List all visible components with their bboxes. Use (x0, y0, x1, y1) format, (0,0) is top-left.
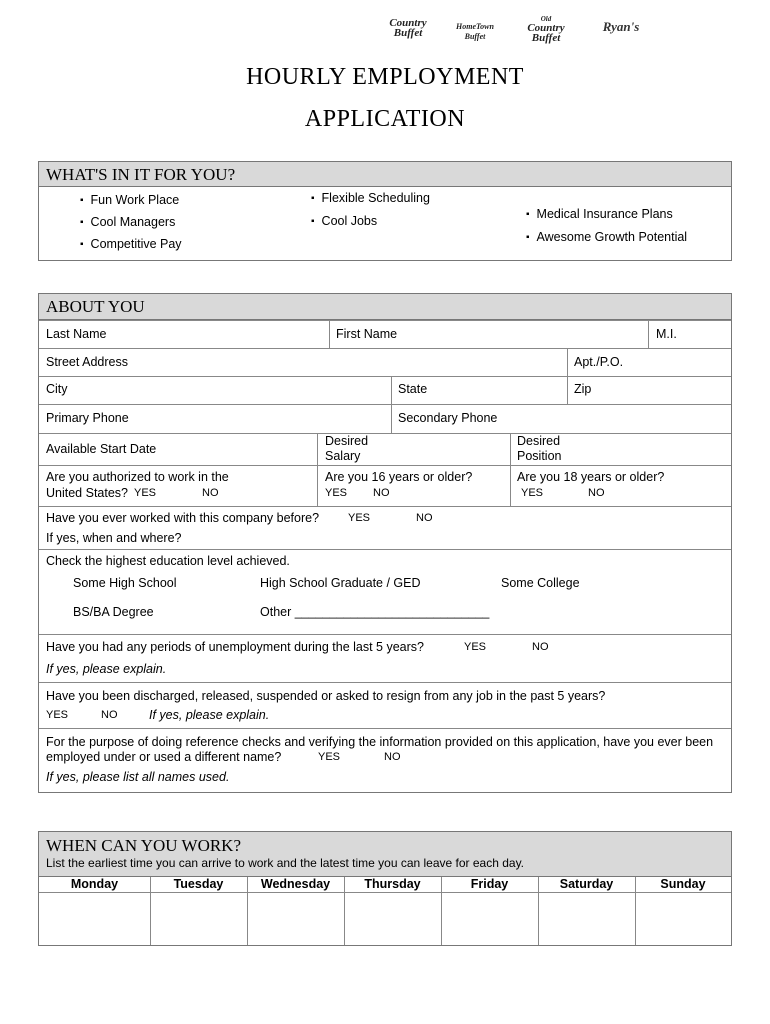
worked-before-yes[interactable]: YES (348, 512, 371, 524)
age18-yes[interactable]: YES (521, 487, 544, 499)
discharged-question: Have you been discharged, released, suspended or asked to resign from any job in the past 5 years? (46, 689, 606, 703)
street-address-label: Street Address (46, 355, 128, 369)
country-buffet-logo-text: Country Buffet (389, 17, 427, 39)
city-label: City (46, 382, 68, 396)
first-name-label: First Name (336, 327, 398, 341)
old-country-buffet-logo (522, 15, 570, 43)
desired-salary-label-2: Salary (325, 449, 361, 463)
primary-phone-label: Primary Phone (46, 411, 129, 425)
desired-position-label-1: Desired (517, 434, 561, 448)
day-tuesday: Tuesday (173, 877, 224, 891)
benefit-medical-insurance: ▪ Medical Insurance Plans (526, 207, 673, 221)
worked-before-question: Have you ever worked with this company before? (46, 511, 320, 525)
old-country-buffet-logo-text: Country Buffet (527, 22, 565, 44)
day-friday: Friday (470, 877, 509, 891)
when-work-section (38, 831, 732, 946)
age18-question: Are you 18 years or older? (517, 470, 665, 484)
page-title-line1: HOURLY EMPLOYMENT (246, 64, 524, 90)
discharged-yes[interactable]: YES (46, 709, 69, 721)
discharged-explain: If yes, please explain. (149, 708, 270, 722)
friday-time-cell[interactable] (441, 893, 538, 945)
ryans-logo (598, 20, 644, 34)
authorized-question-1: Are you authorized to work in the (46, 470, 229, 484)
unemployment-no[interactable]: NO (532, 641, 549, 653)
day-wednesday: Wednesday (260, 877, 331, 891)
age16-question: Are you 16 years or older? (325, 470, 473, 484)
benefit-cool-jobs: ▪ Cool Jobs (311, 214, 377, 228)
day-sunday: Sunday (660, 877, 706, 891)
education-question: Check the highest education level achieved. (46, 554, 290, 568)
when-work-subtext: List the earliest time you can arrive to work and the latest time you can leave for each day. (46, 856, 525, 870)
sunday-time-cell[interactable] (635, 893, 731, 945)
schedule-table (39, 877, 731, 945)
reference-yes[interactable]: YES (318, 751, 341, 763)
about-you-header: ABOUT YOU (39, 294, 731, 320)
benefit-fun-work-place: ▪ Fun Work Place (80, 193, 179, 207)
benefit-cool-managers: ▪ Cool Managers (80, 215, 175, 229)
old-logo-text: Old (540, 15, 552, 23)
last-name-label: Last Name (46, 327, 107, 341)
desired-salary-label-1: Desired (325, 434, 369, 448)
reference-question-1: For the purpose of doing reference checks and verifying the information provided on this application, have you ever been (46, 735, 714, 749)
age16-no[interactable]: NO (373, 487, 390, 499)
country-buffet-logo (385, 18, 431, 38)
unemployment-explain: If yes, please explain. (46, 662, 167, 676)
secondary-phone-label: Secondary Phone (398, 411, 498, 425)
mi-label: M.I. (656, 327, 677, 341)
hometown-buffet-logo-text: HomeTown Buffet (456, 22, 494, 41)
desired-position-label-2: Position (517, 449, 562, 463)
ryans-logo-text: Ryan's (602, 19, 640, 34)
whats-in-it-header: WHAT'S IN IT FOR YOU? (39, 162, 731, 187)
age16-yes[interactable]: YES (325, 487, 348, 499)
edu-bs-ba-degree[interactable]: BS/BA Degree (73, 605, 154, 619)
day-thursday: Thursday (364, 877, 421, 891)
day-monday: Monday (70, 877, 119, 891)
monday-time-cell[interactable] (39, 893, 150, 945)
reference-question-2: employed under or used a different name? (46, 750, 282, 764)
edu-other[interactable]: Other ____________________________ (260, 605, 490, 619)
zip-label: Zip (574, 382, 592, 396)
whats-in-it-section (38, 161, 732, 261)
age18-no[interactable]: NO (588, 487, 605, 499)
worked-before-no[interactable]: NO (416, 512, 433, 524)
unemployment-question: Have you had any periods of unemployment during the last 5 years? (46, 640, 425, 654)
wednesday-time-cell[interactable] (247, 893, 344, 945)
reference-no[interactable]: NO (384, 751, 401, 763)
when-work-header: WHEN CAN YOU WORK? (46, 836, 242, 855)
edu-hs-graduate[interactable]: High School Graduate / GED (260, 576, 421, 590)
about-you-section (38, 293, 732, 793)
authorized-question-2: United States? (46, 486, 128, 500)
day-saturday: Saturday (559, 877, 614, 891)
edu-some-college[interactable]: Some College (501, 576, 580, 590)
tuesday-time-cell[interactable] (150, 893, 247, 945)
hometown-buffet-logo (452, 22, 498, 42)
when-where-label: If yes, when and where? (46, 531, 182, 545)
authorized-yes[interactable]: YES (134, 487, 157, 499)
benefit-flexible-scheduling: ▪ Flexible Scheduling (311, 191, 430, 205)
edu-some-high-school[interactable]: Some High School (73, 576, 177, 590)
benefit-growth-potential: ▪ Awesome Growth Potential (526, 230, 687, 244)
discharged-no[interactable]: NO (101, 709, 118, 721)
thursday-time-cell[interactable] (344, 893, 441, 945)
apt-po-label: Apt./P.O. (574, 355, 624, 369)
benefit-competitive-pay: ▪ Competitive Pay (80, 237, 182, 251)
state-label: State (398, 382, 428, 396)
start-date-label: Available Start Date (46, 442, 157, 456)
list-names-label: If yes, please list all names used. (46, 770, 230, 784)
authorized-no[interactable]: NO (202, 487, 219, 499)
unemployment-yes[interactable]: YES (464, 641, 487, 653)
when-work-header-band (39, 832, 731, 877)
saturday-time-cell[interactable] (538, 893, 635, 945)
page-title-line2: APPLICATION (304, 106, 466, 132)
